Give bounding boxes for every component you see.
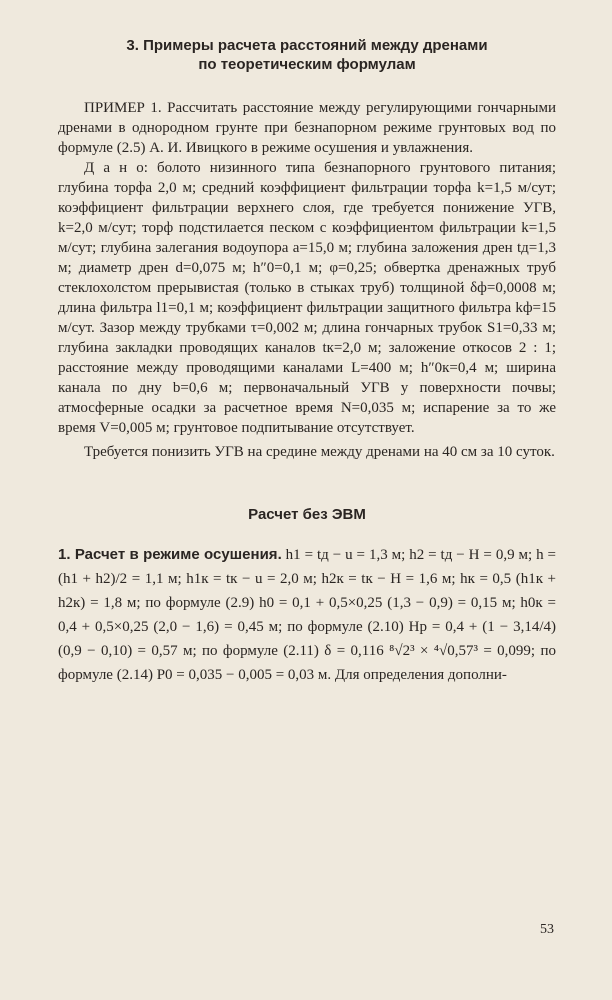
section-heading [58, 36, 556, 74]
page-number: 53 [540, 922, 554, 937]
calculation-text: h1 = tд − u = 1,3 м; h2 = tд − H = 0,9 м; h = (h1 + h2)/2 = 1,1 м; h1к = tк − u = 2,0 м; h2к = tк − H = 1,6 м; hк = 0,5 (h1к + h2к) = 1,8 м; по формуле (2.9) h0 = 0,1 + 0,5×0,25 (1,3 − 0,9) = 0,15 м; h0к = 0,4 + 0,5×0,25 (2,0 − 1,6) = 0,45 м; по формуле (2.10) Hр = 0,4 + (1 − 3,14/4) (0,9 − 0,10) = 0,57 м; по формуле (2.11) δ = 0,116 ⁸√2³ × ⁴√0,57³ = 0,099; по формуле (2.14) P0 = 0,035 − 0,005 = 0,03 м. Для определения дополни- [58, 547, 556, 683]
example-requirement: Требуется понизить УГВ на средине между дренами на 40 см за 10 суток. [84, 444, 555, 460]
page-content [58, 36, 556, 687]
example-given: Д а н о: болото низинного типа безнапорного грунтового питания; глубина торфа 2,0 м; средний коэффициент фильтрации торфа k=1,5 м/сут; коэффициент фильтрации верхнего слоя, где требуется понижение УГВ, k=2,0 м/сут; торф подстилается песком с коэффициентом фильтрации k=1,5 м/сут; глубина залегания водоупора a=15,0 м; глубина заложения дрен tд=1,3 м; диаметр дрен d=0,075 м; h″0=0,1 м; φ=0,25; обвертка дренажных труб стеклохолстом прерывистая (только в стыках труб) толщиной δф=0,0008 м; длина фильтра l1=0,1 м; коэффициент фильтрации защитного фильтра kф=15 м/сут. Зазор между трубками τ=0,002 м; длина гончарных трубок S1=0,33 м; глубина закладки проводящих каналов tк=2,0 м; заложение откосов 2 : 1; расстояние между проводящими каналами L=400 м; h″0к=0,4 м; ширина канала по дну b=0,6 м; первоначальный УГВ у поверхности почвы; атмосферные осадки за расчетное время N=0,035 м; испарение за то же время V=0,005 м; грунтовое подпитывание отсутствует. [58, 160, 556, 436]
section-heading-line-1: 3. Примеры расчета расстояний между дренами [126, 37, 488, 54]
calculation-subheading: Расчет без ЭВМ [248, 506, 366, 523]
calculation-label: 1. Расчет в режиме осушения. [58, 546, 282, 563]
calculation-paragraph [58, 543, 556, 687]
section-heading-line-2: по теоретическим формулам [198, 56, 416, 73]
example-intro: ПРИМЕР 1. Рассчитать расстояние между регулирующими гончарными дренами в однородном грунте при безнапорном режиме грунтовых вод по формуле (2.5) А. И. Ивицкого в режиме осушения и увлажнения. [58, 100, 556, 156]
